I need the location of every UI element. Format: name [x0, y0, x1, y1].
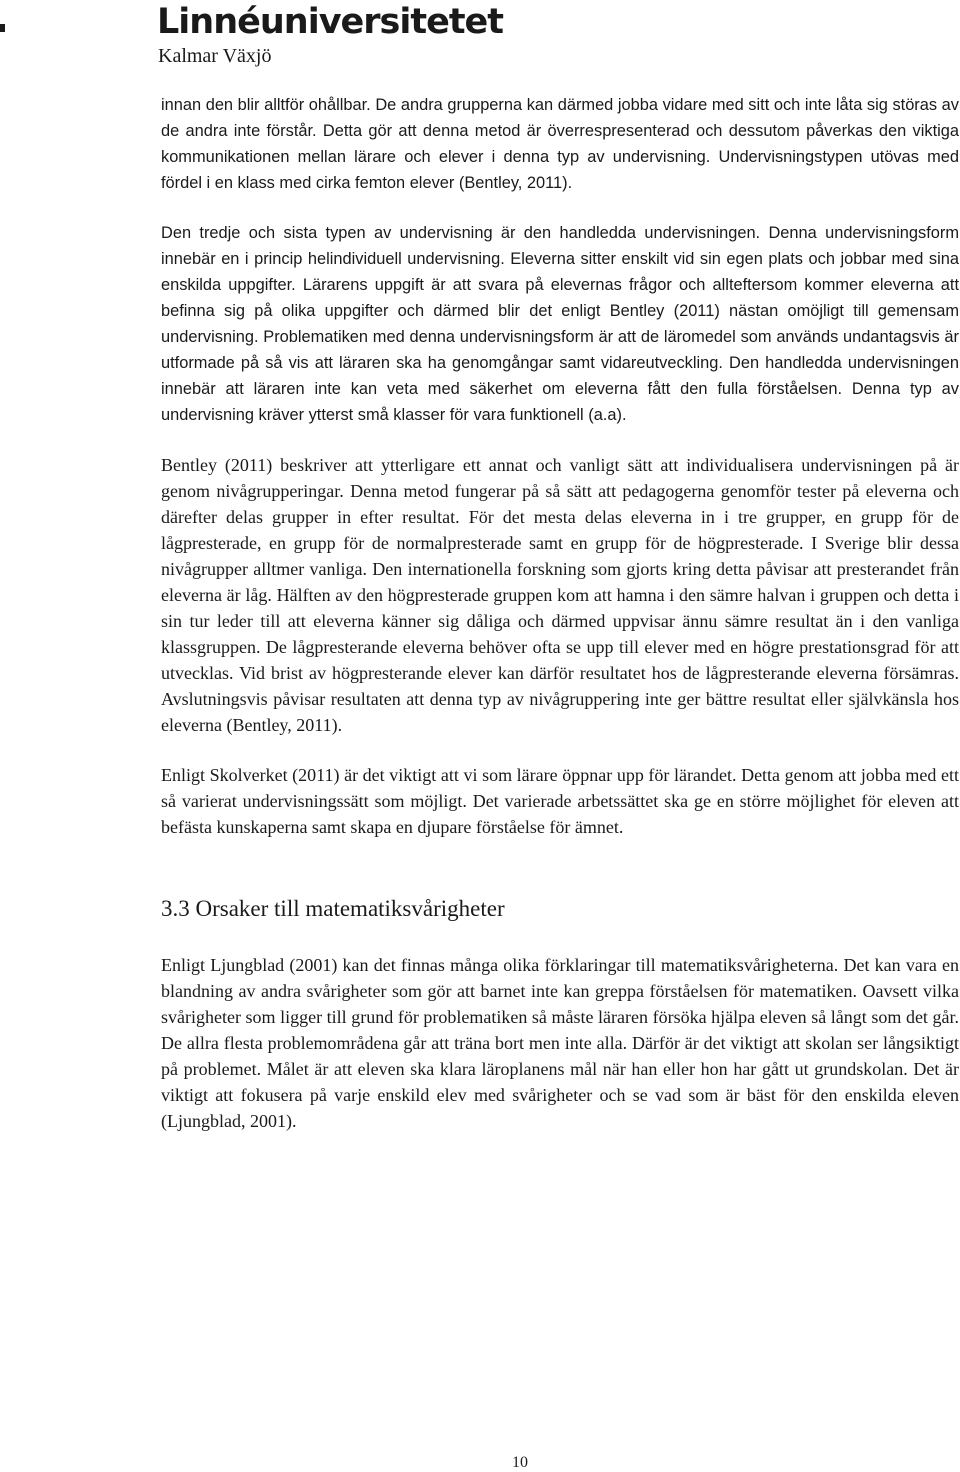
- section-paragraph: Enligt Ljungblad (2001) kan det finnas många olika förklaringar till matematiksvårigheterna. Det kan vara en blandning av andra svårigheter som gör att barnet inte kan greppa förståelsen för matematiken. Oavsett vilka svårigheter som ligger till grund för problematiken så måste läraren försöka hjälpa eleven så långt som det går. De allra flesta problemområdena går att träna bort men inte alla. Därför är det viktigt att skolan ser långsiktigt på problemet. Målet är att eleven ska klara läroplanens mål när han eller hon har gått ut grundskolan. Det är viktigt att fokusera på varje enskild elev med svårigheter och se vad som är bäst för den enskilda eleven (Ljungblad, 2001).: [161, 955, 959, 1131]
- paragraph-3: Bentley (2011) beskriver att ytterligare ett annat och vanligt sätt att individualisera undervisningen på är genom nivågrupperingar. Denna metod fungerar på så sätt att pedagogerna genomför tester på eleverna och därefter delas grupper in efter resultat. För det mesta delas eleverna in i tre grupper, en grupp för de lågpresterade, en grupp för de normalpresterade samt en grupp för de högpresterade. I Sverige blir dessa nivågrupper alltmer vanliga. Den internationella forskning som gjorts kring detta påvisar att presterandet från eleverna är låg. Hälften av den högpresterade gruppen kom att hamna i den sämre halvan i gruppen och detta i sin tur leder till att eleverna känner sig dåliga och därmed uppvisar ännu sämre resultat än i den vanliga klassgruppen. De lågpresterande eleverna behöver ofta se upp till elever med en högre prestationsgrad för att utvecklas. Vid brist av högpresterande elever kan därför resultatet hos de lågpresterande eleverna försämras. Avslutningsvis påvisar resultaten att denna typ av nivågruppering inte ger bättre resultat eller självkänsla hos eleverna (Bentley, 2011).: [161, 455, 959, 735]
- document-body: [161, 92, 959, 1134]
- paragraph-2: Den tredje och sista typen av undervisning är den handledda undervisningen. Denna undervisningsform innebär en i princip helindividuell undervisning. Eleverna sitter enskilt vid sin egen plats och jobbar med sina enskilda uppgifter. Lärarens uppgift är att svara på elevernas frågor och allteftersom kommer eleverna att befinna sig på olika uppgifter och därmed blir det enligt Bentley (2011) nästan omöjligt till gemensam undervisning. Problematiken med denna undervisningsform är att de läromedel som används undantagsvis är utformade på så vis att läraren ska ha genomgångar samt vidareutveckling. Den handledda undervisningen innebär att läraren inte kan veta med säkerhet om eleverna fått den fulla förståelsen. Denna typ av undervisning kräver ytterst små klasser för vara funktionell (a.a).: [161, 224, 959, 424]
- paragraph-1: innan den blir alltför ohållbar. De andra grupperna kan därmed jobba vidare med sitt och inte låta sig störas av de andra inte förstår. Detta gör att denna metod är överrespresenterad och dessutom påverkas den viktiga kommunikationen mellan lärare och elever i denna typ av undervisning. Undervisningstypen utövas med fördel i en klass med cirka femton elever (Bentley, 2011).: [161, 96, 959, 192]
- university-logo-subtitle: Kalmar Växjö: [158, 45, 272, 67]
- university-logo-title: Linnéuniversitetet: [157, 2, 504, 42]
- paragraph-4: Enligt Skolverket (2011) är det viktigt att vi som lärare öppnar upp för lärandet. Detta genom att jobba med ett så varierat undervisningssätt som möjligt. Det varierade arbetssättet ska ge en större möjlighet för eleven att befästa kunskaperna samt skapa en djupare förståelse för ämnet.: [161, 765, 959, 837]
- page-number: 10: [512, 1454, 528, 1471]
- logo-mark: [0, 24, 5, 32]
- page-header: [0, 0, 960, 80]
- section-heading: 3.3 Orsaker till matematiksvårigheter: [161, 896, 505, 921]
